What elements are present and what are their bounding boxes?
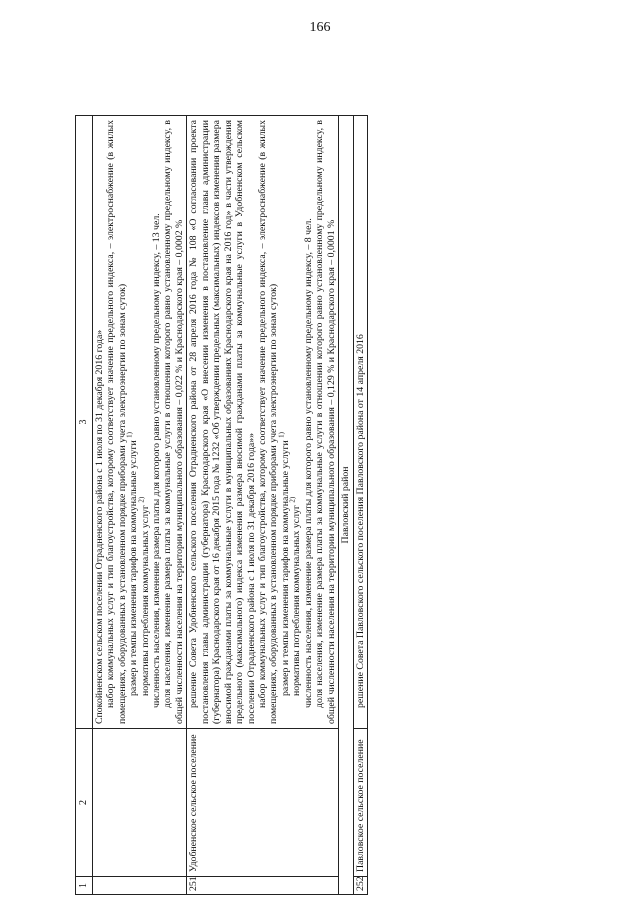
table-row-252 <box>353 116 367 895</box>
continuation-line-1: Спокойненском сельском поселении Отрадненского района с 1 июля по 31 декабря 2016 года» <box>93 329 105 724</box>
row251-line-5: численность населения, изменение размера платы для которого равно установленному предельному индексу, – 8 чел. <box>302 218 314 708</box>
rotated-table-container <box>75 115 565 895</box>
header-col-2: 2 <box>76 729 93 877</box>
continuation-line-4: нормативы потребления коммунальных услуг $^{2)}$ <box>137 496 151 696</box>
settlement-name: Павловское сельское поселение <box>353 729 367 877</box>
district-name: Павловский район <box>339 116 353 895</box>
row-number: 252 <box>353 877 367 895</box>
footnote-1: 1) <box>277 432 286 438</box>
page-number: 166 <box>309 20 331 35</box>
row-number: 251 <box>187 877 339 895</box>
row251-line-2: набор коммунальных услуг и тип благоустройства, которому соответствует значение предельного индекса, – электроснабжение (в жилых помещениях, оборудованных в установленном порядке приборами учета электроэнергии по зонам суток) <box>257 120 280 724</box>
table-row-251 <box>187 116 339 895</box>
continuation-line-2: набор коммунальных услуг и тип благоустройства, которому соответствует значение предельного индекса, – электроснабжение (в жилых помещениях, оборудованных в установленном порядке приборами учета электроэнергии по зонам суток) <box>105 120 128 724</box>
continuation-line-6: доля населения, изменение размера платы за коммунальные услуги в отношении которого равно установленному предельному индексу, в общей численности населения на территории муниципального образования – 0,022 % и Краснодарского края – 0,0002 % <box>162 120 185 724</box>
continuation-line-5: численность населения, изменение размера платы для которого равно установленному предельному индексу, – 13 чел. <box>150 213 162 708</box>
row252-line-1: решение Совета Павловского сельского поселения Павловского района от 14 апреля 2016 <box>354 334 366 708</box>
row251-line-3: размер и темпы изменения тарифов на коммунальные услуги $^{1)}$ <box>277 432 291 696</box>
continuation-cell <box>92 116 187 729</box>
row251-line-1: решение Совета Удобненского сельского поселения Отрадненского района от 28 апреля 2016 года № 108 «О согласовании проекта постановления главы администрации (губернатора) Краснодарского края «О внесении изменения в постановление главы администрации (губернатора) Краснодарского края от 16 декабря 2015 года № 1232 «Об утверждении предельных (максимальных) индексов изменения размера вносимой гражданами платы за коммунальные услуги в муниципальных образованиях Краснодарского края на 2016 год» в части утверждения предельного (максимального) индекса изменения размера вносимой гражданами платы за коммунальные услуги в Удобненском сельском поселении Отрадненского района с 1 июля по 31 декабря 2016 года»» <box>188 120 257 724</box>
index-table <box>75 115 368 895</box>
header-col-3: 3 <box>76 116 93 729</box>
table-row-continuation <box>92 116 187 895</box>
footnote-1: 1) <box>125 432 134 438</box>
header-col-1: 1 <box>76 877 93 895</box>
row252-content <box>353 116 367 729</box>
row251-line-4: нормативы потребления коммунальных услуг $^{2)}$ <box>289 496 303 696</box>
settlement-name: Удобненское сельское поселение <box>187 729 339 877</box>
row251-content <box>187 116 339 729</box>
continuation-line-3: размер и темпы изменения тарифов на коммунальные услуги $^{1)}$ <box>125 432 140 696</box>
table-header-row <box>76 116 93 895</box>
district-row <box>339 116 353 895</box>
footnote-2: 2) <box>289 496 298 503</box>
footnote-2: 2) <box>137 496 146 503</box>
row251-line-6: доля населения, изменение размера платы за коммунальные услуги в отношении которого равно установленному предельному индексу, в общей численности населения на территории муниципального образования – 0,129 % и Краснодарского края – 0,0001 % <box>314 120 337 724</box>
